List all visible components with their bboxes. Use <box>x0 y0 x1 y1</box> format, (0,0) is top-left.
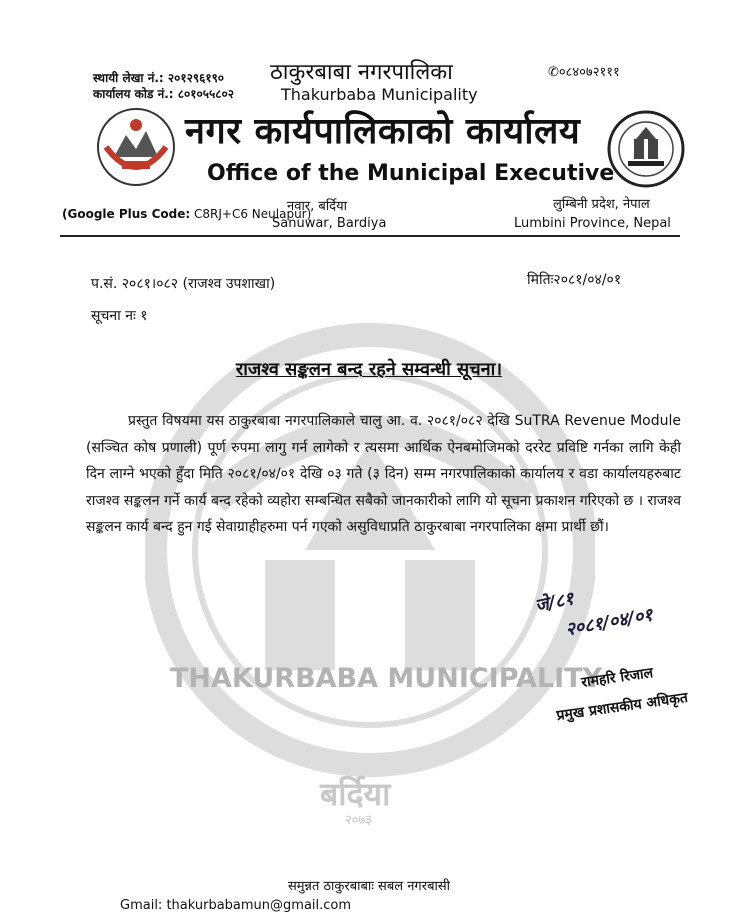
signature-initials: जे/८१ <box>533 588 576 617</box>
stamp-year: २०७३ <box>345 813 373 828</box>
google-plus-label: (Google Plus Code: <box>62 207 191 221</box>
stamp-place: बर्दिया <box>320 775 391 813</box>
municipality-name-np: ठाकुरबाबा नगरपालिका <box>270 60 453 85</box>
phone-number: ✆०८४०७२१११ <box>548 65 620 80</box>
notice-number: सूचना नः १ <box>91 308 148 324</box>
reference-number: प.सं. २०८१।०८२ (राजश्व उपशाखा) <box>91 276 276 292</box>
stamp-municipality-name: THAKURBABA MUNICIPALITY <box>170 663 603 694</box>
account-number: स्थायी लेखा नं.: २०१२९६१९० <box>93 71 225 85</box>
signatory-name: रामहरि रिजाल <box>580 665 655 691</box>
header-divider <box>60 235 680 237</box>
nepal-emblem-icon <box>96 107 176 187</box>
office-title-np: नगर कार्यपालिकाको कार्यालय <box>185 111 581 152</box>
province-en: Lumbini Province, Nepal <box>514 216 671 231</box>
footer-slogan: समुन्नत ठाकुरबाबाः सबल नगरबासी <box>287 879 451 894</box>
province-np: लुम्बिनी प्रदेश, नेपाल <box>553 197 650 212</box>
office-code: कार्यालय कोड नं.: ८०१०५५८०२ <box>93 87 234 101</box>
google-plus-value: C8RJ+C6 Neulapur) <box>194 207 312 221</box>
address-en: Sanuwar, Bardiya <box>272 216 387 231</box>
signature-date: २०८१/०४/०१ <box>563 604 655 641</box>
notice-date: मितिः२०८१/०४/०१ <box>527 272 622 288</box>
signatory-designation: प्रमुख प्रशासकीय अधिकृत <box>555 689 689 725</box>
office-title-en: Office of the Municipal Executive <box>207 161 615 186</box>
address-np: नवार, बर्दिया <box>287 199 347 214</box>
municipality-name-en: Thakurbaba Municipality <box>281 85 478 104</box>
notice-subject: राजश्व सङ्कलन बन्द रहने सम्वन्धी सूचना। <box>235 359 503 380</box>
footer-email: Gmail: thakurbabamun@gmail.com <box>120 898 352 913</box>
notice-body: प्रस्तुत विषयमा यस ठाकुरबाबा नगरपालिकाले चालु आ. व. २०८१/०८२ देखि SuTRA Revenue Module (सञ्चित कोष प्रणाली) पूर्ण रुपमा लागु गर्न लागेको र त्यसमा आर्थिक ऐनबमोजिमको दररेट प्रविष्टि गर्नका लागि केही दिन लाग्ने भएको हुँदा मिति २०८१/०४/०१ देखि ०३ गते (३ दिन) सम्म नगरपालिकाको कार्यालय र वडा कार्यालयहरुबाट राजश्व सङ्कलन गर्ने कार्य बन्द रहेको व्यहोरा सम्बन्धित सबैको जानकारीको लागि यो सूचना प्रकाशन गरिएको छ । राजश्व सङ्कलन कार्य बन्द हुन गई सेवाग्राहीहरुमा पर्न गएको असुविधाप्रति ठाकुरबाबा नगरपालिका क्षमा प्रार्थी छौं। <box>86 413 682 535</box>
municipality-logo-icon <box>606 109 686 189</box>
